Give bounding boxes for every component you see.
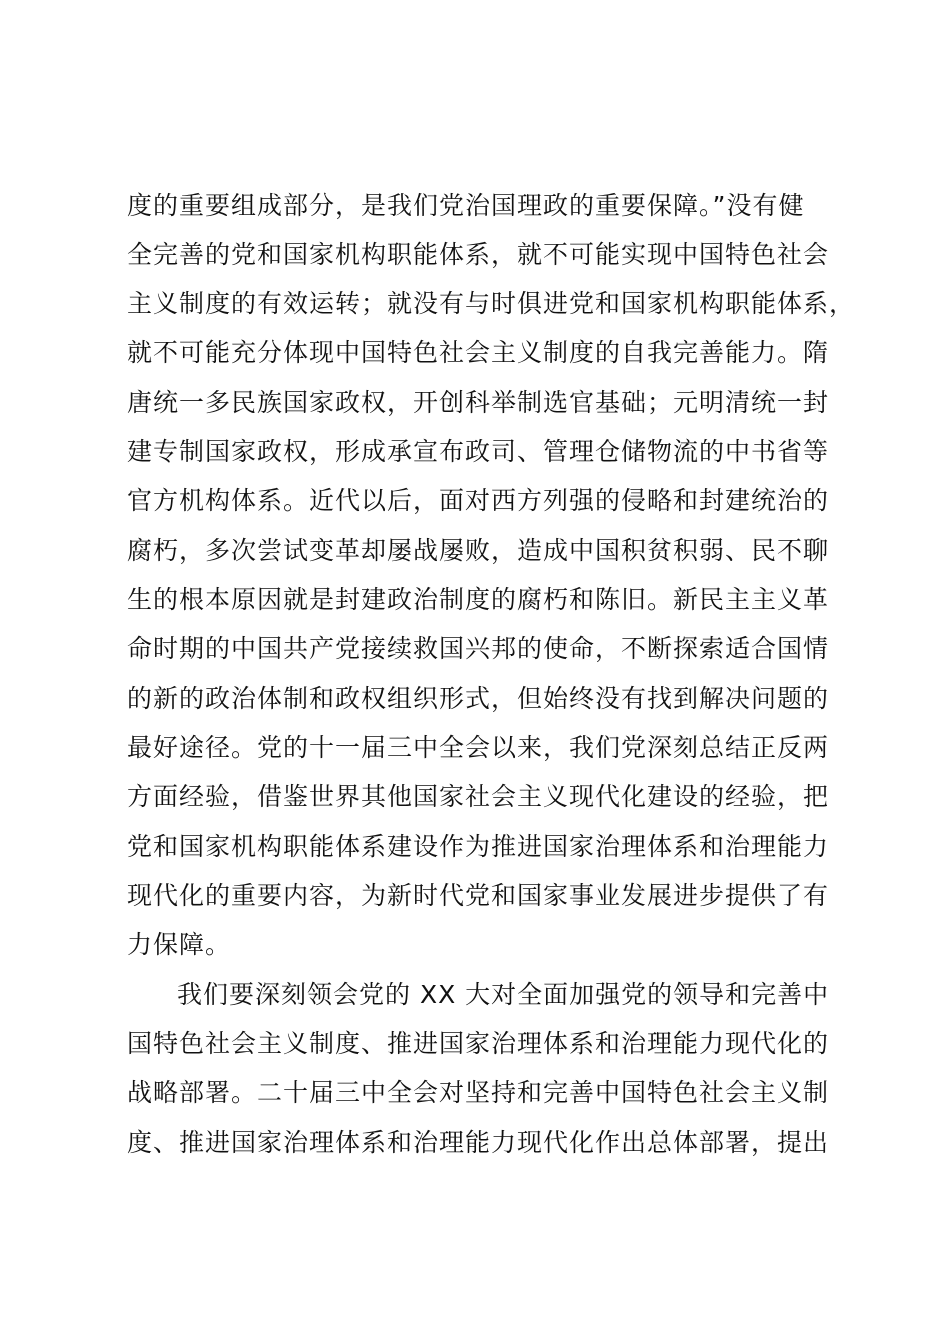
text-line: 命时期的中国共产党接续救国兴邦的使命，不断探索适合国情 bbox=[127, 634, 830, 663]
text-line: 度、推进国家治理体系和治理能力现代化作出总体部署，提出 bbox=[127, 1128, 830, 1157]
text-line: 国特色社会主义制度、推进国家治理体系和治理能力现代化的 bbox=[127, 1029, 830, 1058]
text-line: 全完善的党和国家机构职能体系，就不可能实现中国特色社会 bbox=[127, 240, 830, 269]
text-line: 力保障。 bbox=[127, 930, 232, 959]
text-line: 主义制度的有效运转；就没有与时俱进党和国家机构职能体系， bbox=[127, 289, 856, 318]
text-line: 度的重要组成部分，是我们党治国理政的重要保障。”没有健 bbox=[127, 191, 805, 220]
text-line: 战略部署。二十届三中全会对坚持和完善中国特色社会主义制 bbox=[127, 1078, 830, 1107]
text-line: 就不可能充分体现中国特色社会主义制度的自我完善能力。隋 bbox=[127, 338, 830, 367]
text-line: 腐朽，多次尝试变革却屡战屡败，造成中国积贫积弱、民不聊 bbox=[127, 536, 830, 565]
text-line: 唐统一多民族国家政权，开创科举制选官基础；元明清统一封 bbox=[127, 388, 830, 417]
text-line: 建专制国家政权，形成承宣布政司、管理仓储物流的中书省等 bbox=[127, 437, 830, 466]
paragraph-first-line: 我们要深刻领会党的 XX 大对全面加强党的领导和完善中 bbox=[177, 980, 830, 1009]
text-line: 现代化的重要内容，为新时代党和国家事业发展进步提供了有 bbox=[127, 881, 830, 910]
text-line: 的新的政治体制和政权组织形式，但始终没有找到解决问题的 bbox=[127, 684, 830, 713]
text-line: 方面经验，借鉴世界其他国家社会主义现代化建设的经验，把 bbox=[127, 782, 830, 811]
text-line: 最好途径。党的十一届三中全会以来，我们党深刻总结正反两 bbox=[127, 733, 830, 762]
text-line: 生的根本原因就是封建政治制度的腐朽和陈旧。新民主主义革 bbox=[127, 585, 830, 614]
text-line: 官方机构体系。近代以后，面对西方列强的侵略和封建统治的 bbox=[127, 486, 830, 515]
text-line: 党和国家机构职能体系建设作为推进国家治理体系和治理能力 bbox=[127, 832, 830, 861]
